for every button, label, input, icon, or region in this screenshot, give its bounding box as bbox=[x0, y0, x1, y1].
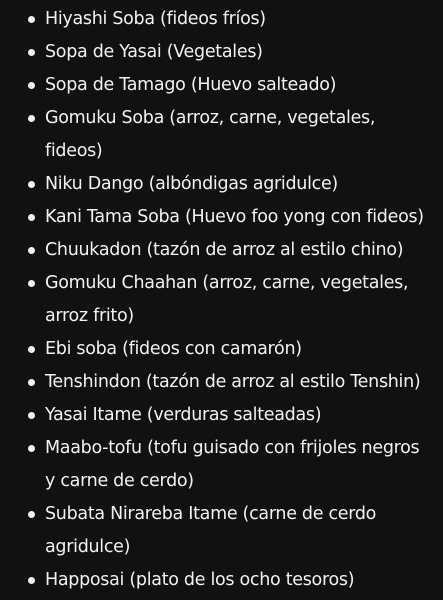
list-item bbox=[0, 498, 443, 564]
list-item bbox=[0, 399, 443, 432]
list-item-text: Kani Tama Soba (Huevo foo yong con fideos) bbox=[45, 207, 424, 227]
list-item-text: Gomuku Soba (arroz, carne, vegetales, fideos) bbox=[45, 108, 376, 161]
list-item-text: Sopa de Yasai (Vegetales) bbox=[45, 42, 263, 62]
list-item-text: Hiyashi Soba (fideos fríos) bbox=[45, 9, 266, 29]
list-item bbox=[0, 36, 443, 69]
bullet-icon bbox=[28, 445, 35, 452]
list-item bbox=[0, 564, 443, 597]
list-item bbox=[0, 102, 443, 168]
bullet-icon bbox=[28, 49, 35, 56]
list-item-text: Niku Dango (albóndigas agridulce) bbox=[45, 174, 338, 194]
list-item bbox=[0, 333, 443, 366]
bullet-icon bbox=[28, 511, 35, 518]
bullet-icon bbox=[28, 346, 35, 353]
list-item bbox=[0, 69, 443, 102]
list-item bbox=[0, 234, 443, 267]
list-item-text: Happosai (plato de los ocho tesoros) bbox=[45, 570, 355, 590]
list-item-text: Gomuku Chaahan (arroz, carne, vegetales, arroz frito) bbox=[45, 273, 409, 326]
list-item bbox=[0, 432, 443, 498]
list-item-text: Sopa de Tamago (Huevo salteado) bbox=[45, 75, 337, 95]
bullet-icon bbox=[28, 577, 35, 584]
list-item-text: Maabo-tofu (tofu guisado con frijoles negros y carne de cerdo) bbox=[45, 438, 420, 491]
list-item bbox=[0, 267, 443, 333]
list-item-text: Yasai Itame (verduras salteadas) bbox=[45, 405, 322, 425]
list-item bbox=[0, 201, 443, 234]
bullet-icon bbox=[28, 82, 35, 89]
bullet-icon bbox=[28, 379, 35, 386]
list-item bbox=[0, 168, 443, 201]
list-item-text: Tenshindon (tazón de arroz al estilo Tenshin) bbox=[45, 372, 421, 392]
bullet-icon bbox=[28, 181, 35, 188]
bullet-icon bbox=[28, 115, 35, 122]
bullet-icon bbox=[28, 214, 35, 221]
bullet-icon bbox=[28, 280, 35, 287]
list-item bbox=[0, 3, 443, 36]
bullet-icon bbox=[28, 16, 35, 23]
list-item-text: Subata Nirareba Itame (carne de cerdo agridulce) bbox=[45, 504, 377, 557]
bullet-icon bbox=[28, 412, 35, 419]
bullet-icon bbox=[28, 247, 35, 254]
list-item-text: Ebi soba (fideos con camarón) bbox=[45, 339, 302, 359]
list-item-text: Chuukadon (tazón de arroz al estilo chino) bbox=[45, 240, 404, 260]
list-item bbox=[0, 366, 443, 399]
